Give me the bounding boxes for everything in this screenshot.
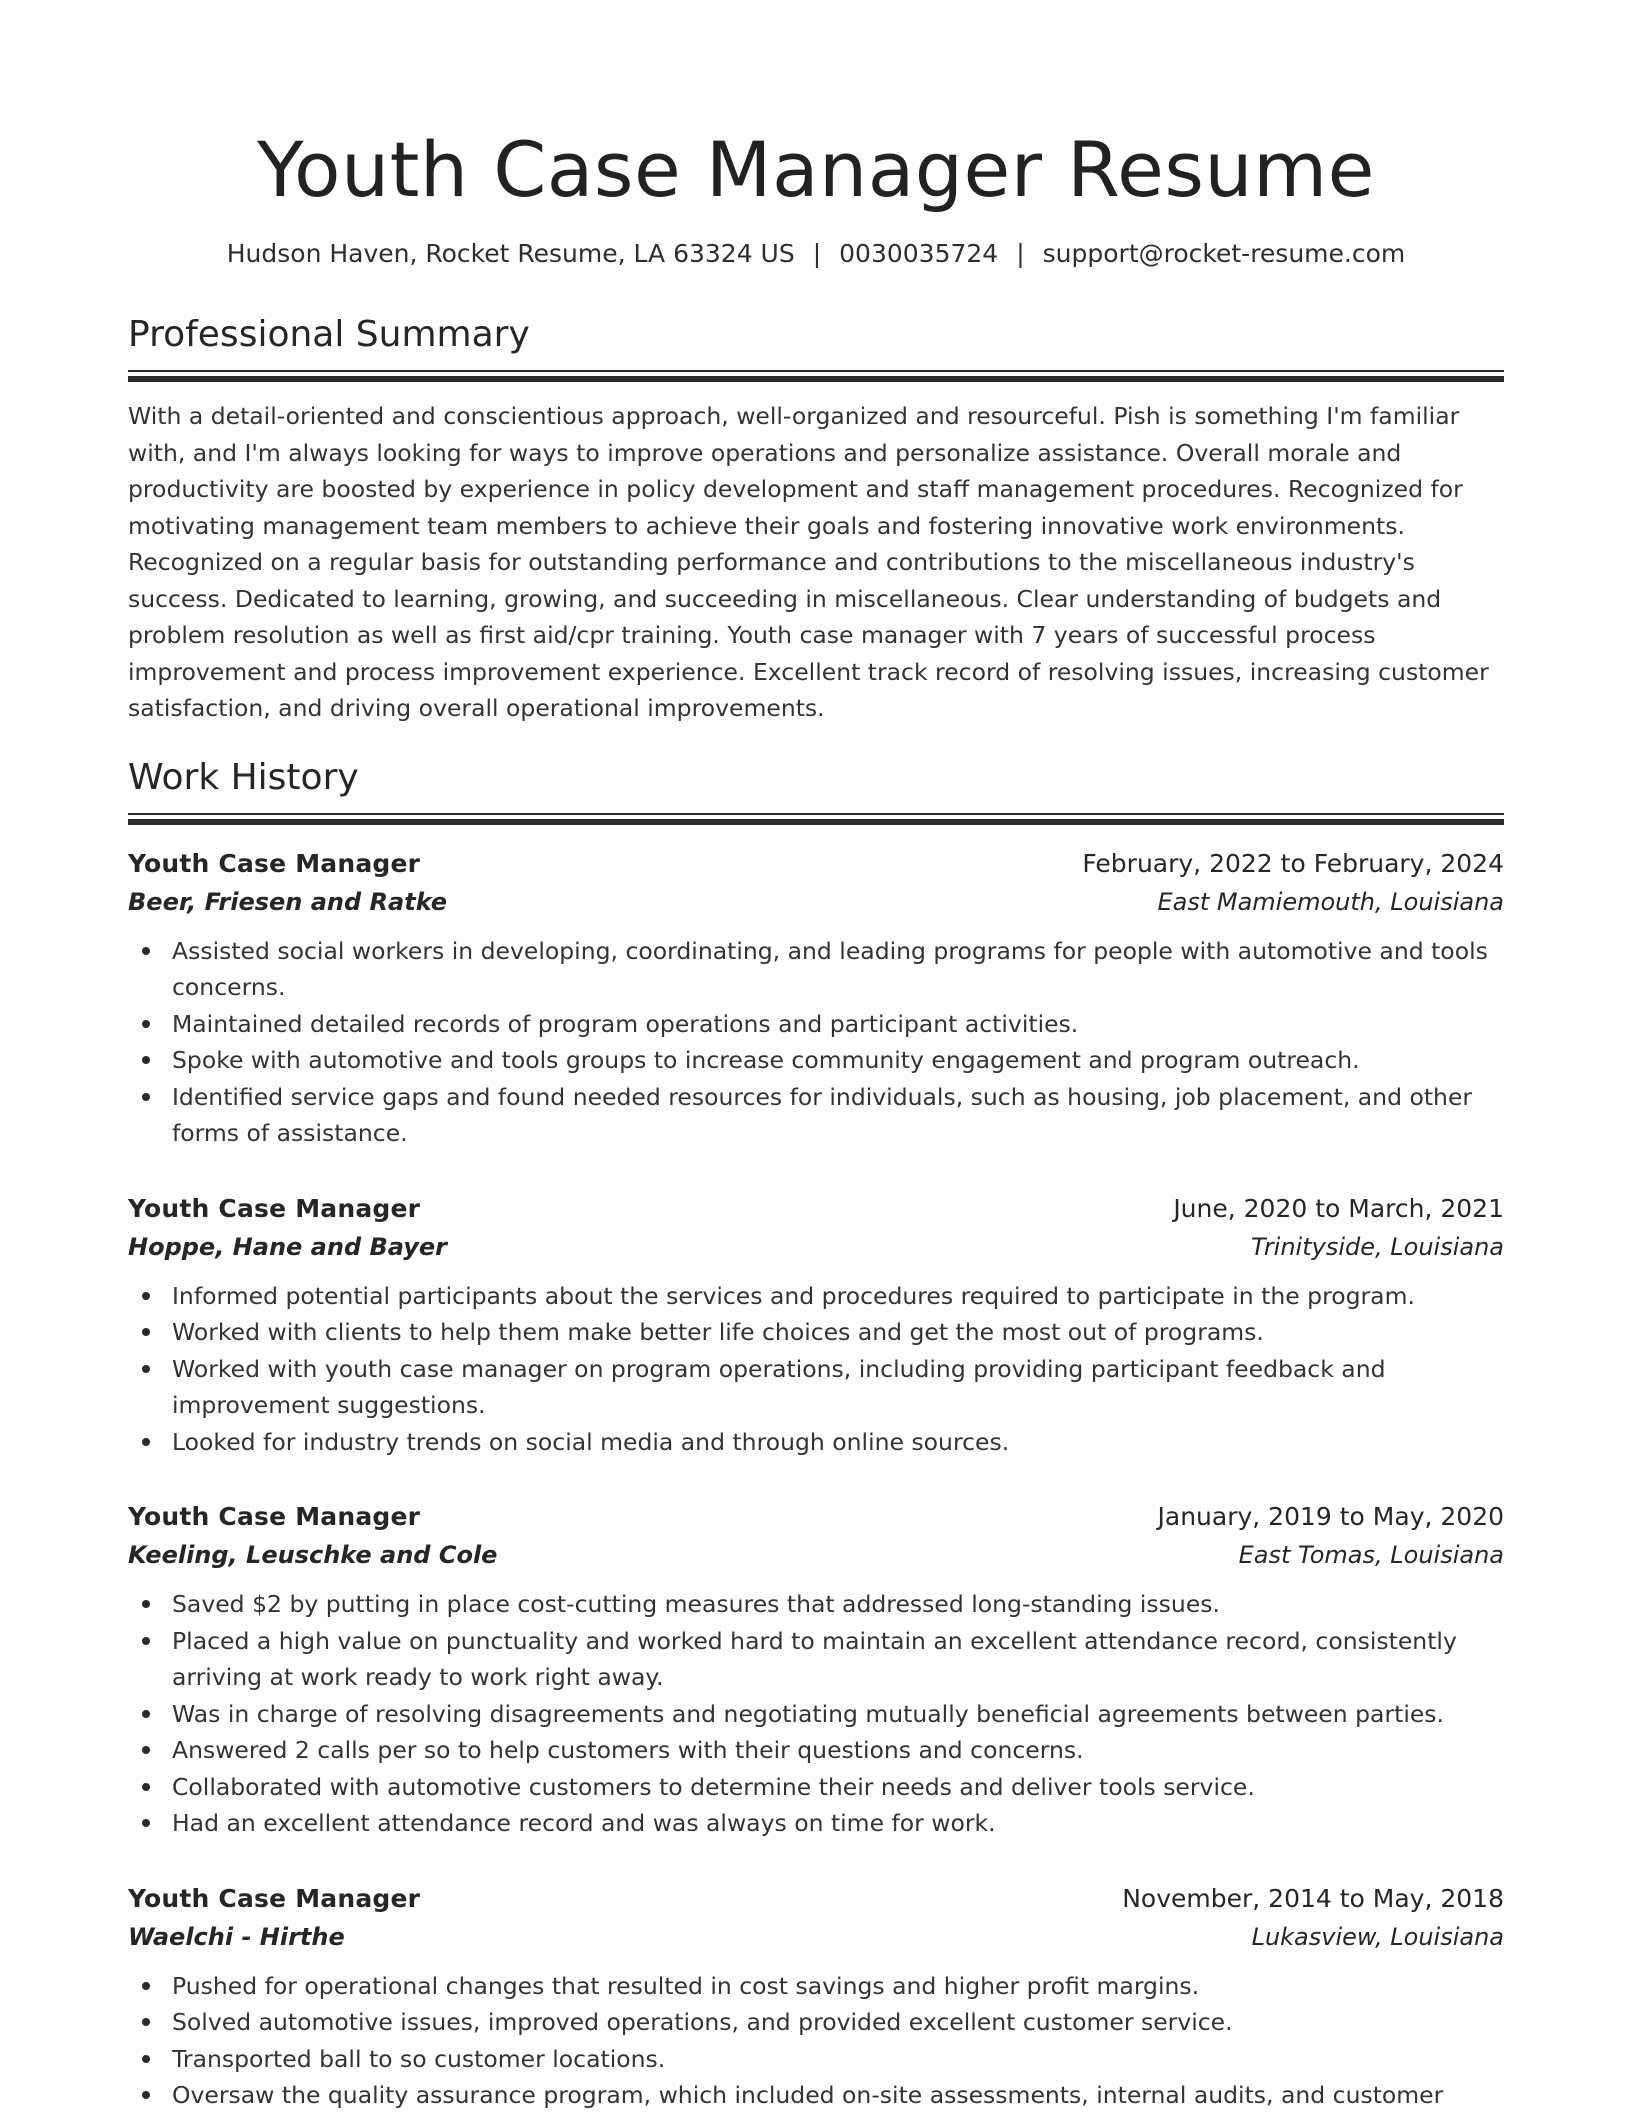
- job-bullet: Worked with clients to help them make better life choices and get the most out of programs.: [128, 1314, 1504, 1351]
- job-title: Youth Case Manager: [128, 1883, 421, 1913]
- job-title: Youth Case Manager: [128, 1502, 421, 1531]
- job-bullet: Transported ball to so customer locations.: [128, 2041, 1504, 2078]
- job-bullet: Identified service gaps and found needed resources for individuals, such as housing, job placement, and other forms of assistance.: [128, 1079, 1504, 1152]
- job-location: East Tomas, Louisiana: [1238, 1541, 1504, 1569]
- section-heading: Work History: [128, 756, 359, 798]
- job-bullet: Maintained detailed records of program operations and participant activities.: [128, 1006, 1504, 1043]
- job-location: Trinityside, Louisiana: [1251, 1232, 1504, 1261]
- job-company: Beer, Friesen and Ratke: [128, 887, 448, 916]
- job-bullet-list: [128, 1278, 1504, 1461]
- job-bullet: Had an excellent attendance record and was always on time for work.: [128, 1805, 1504, 1842]
- work-history-section: [128, 755, 1504, 2114]
- professional-summary-section: [128, 312, 1504, 727]
- contact-separator: |: [812, 239, 822, 268]
- section-heading: Professional Summary: [128, 314, 530, 355]
- job-bullet-list: [128, 1968, 1504, 2114]
- section-divider: [128, 813, 1504, 825]
- contact-phone: 0030035724: [839, 239, 999, 268]
- job-dates: February, 2022 to February, 2024: [1082, 848, 1504, 878]
- job-bullet: Collaborated with automotive customers to determine their needs and deliver tools service.: [128, 1769, 1504, 1806]
- job-bullet: Oversaw the quality assurance program, which included on-site assessments, internal audits, and customer: [128, 2077, 1504, 2114]
- job-bullet-list: [128, 1586, 1504, 1842]
- job-bullet: Was in charge of resolving disagreements and negotiating mutually beneficial agreements between parties.: [128, 1696, 1504, 1733]
- job-bullet: Assisted social workers in developing, coordinating, and leading programs for people with automotive and tools concerns.: [128, 933, 1504, 1006]
- job-bullet: Solved automotive issues, improved operations, and provided excellent customer service.: [128, 2004, 1504, 2041]
- job-title: Youth Case Manager: [128, 848, 421, 878]
- job-bullet: Answered 2 calls per so to help customers with their questions and concerns.: [128, 1732, 1504, 1769]
- job-entry: [128, 1498, 1504, 1842]
- section-divider: [128, 370, 1504, 382]
- job-bullet: Pushed for operational changes that resulted in cost savings and higher profit margins.: [128, 1968, 1504, 2005]
- job-bullet: Informed potential participants about the services and procedures required to participate in the program.: [128, 1278, 1504, 1315]
- job-entry: [128, 1190, 1504, 1461]
- job-company: Keeling, Leuschke and Cole: [128, 1541, 498, 1569]
- job-bullet: Spoke with automotive and tools groups to increase community engagement and program outreach.: [128, 1042, 1504, 1079]
- contact-line: [128, 236, 1504, 272]
- job-company: Waelchi - Hirthe: [128, 1922, 345, 1951]
- job-bullet: Placed a high value on punctuality and worked hard to maintain an excellent attendance record, consistently arriving at work ready to work right away.: [128, 1623, 1504, 1696]
- job-company: Hoppe, Hane and Bayer: [128, 1232, 448, 1261]
- job-location: East Mamiemouth, Louisiana: [1157, 887, 1504, 916]
- contact-email: support@rocket-resume.com: [1042, 239, 1406, 268]
- job-bullet-list: [128, 933, 1504, 1152]
- contact-separator: |: [1016, 239, 1025, 268]
- job-bullet: Looked for industry trends on social media and through online sources.: [128, 1424, 1504, 1461]
- job-dates: January, 2019 to May, 2020: [1157, 1502, 1504, 1531]
- resume-page: [128, 0, 1504, 2114]
- job-entry: [128, 845, 1504, 1152]
- job-dates: November, 2014 to May, 2018: [1122, 1883, 1504, 1913]
- contact-address: Hudson Haven, Rocket Resume, LA 63324 US: [226, 239, 795, 268]
- summary-text: With a detail-oriented and conscientious approach, well-organized and resourceful. Pish is something I'm familiar with, and I'm always looking for ways to improve operations and personalize assistance. Overall morale and productivity are boosted by experience in policy development and staff management procedures. Recognized for motivating management team members to achieve their goals and fostering innovative work environments. Recognized on a regular basis for outstanding performance and contributions to the miscellaneous industry's success. Dedicated to learning, growing, and succeeding in miscellaneous. Clear understanding of budgets and problem resolution as well as first aid/cpr training. Youth case manager with 7 years of successful process improvement and process improvement experience. Excellent track record of resolving issues, increasing customer satisfaction, and driving overall operational improvements.: [128, 402, 1489, 722]
- resume-title: Youth Case Manager Resume: [257, 125, 1375, 214]
- job-title: Youth Case Manager: [128, 1193, 421, 1223]
- job-bullet: Worked with youth case manager on program operations, including providing participant feedback and improvement suggestions.: [128, 1351, 1504, 1424]
- job-entry: [128, 1880, 1504, 2114]
- job-dates: June, 2020 to March, 2021: [1173, 1193, 1504, 1223]
- job-bullet: Saved $2 by putting in place cost-cutting measures that addressed long-standing issues.: [128, 1586, 1504, 1623]
- job-location: Lukasview, Louisiana: [1251, 1922, 1504, 1951]
